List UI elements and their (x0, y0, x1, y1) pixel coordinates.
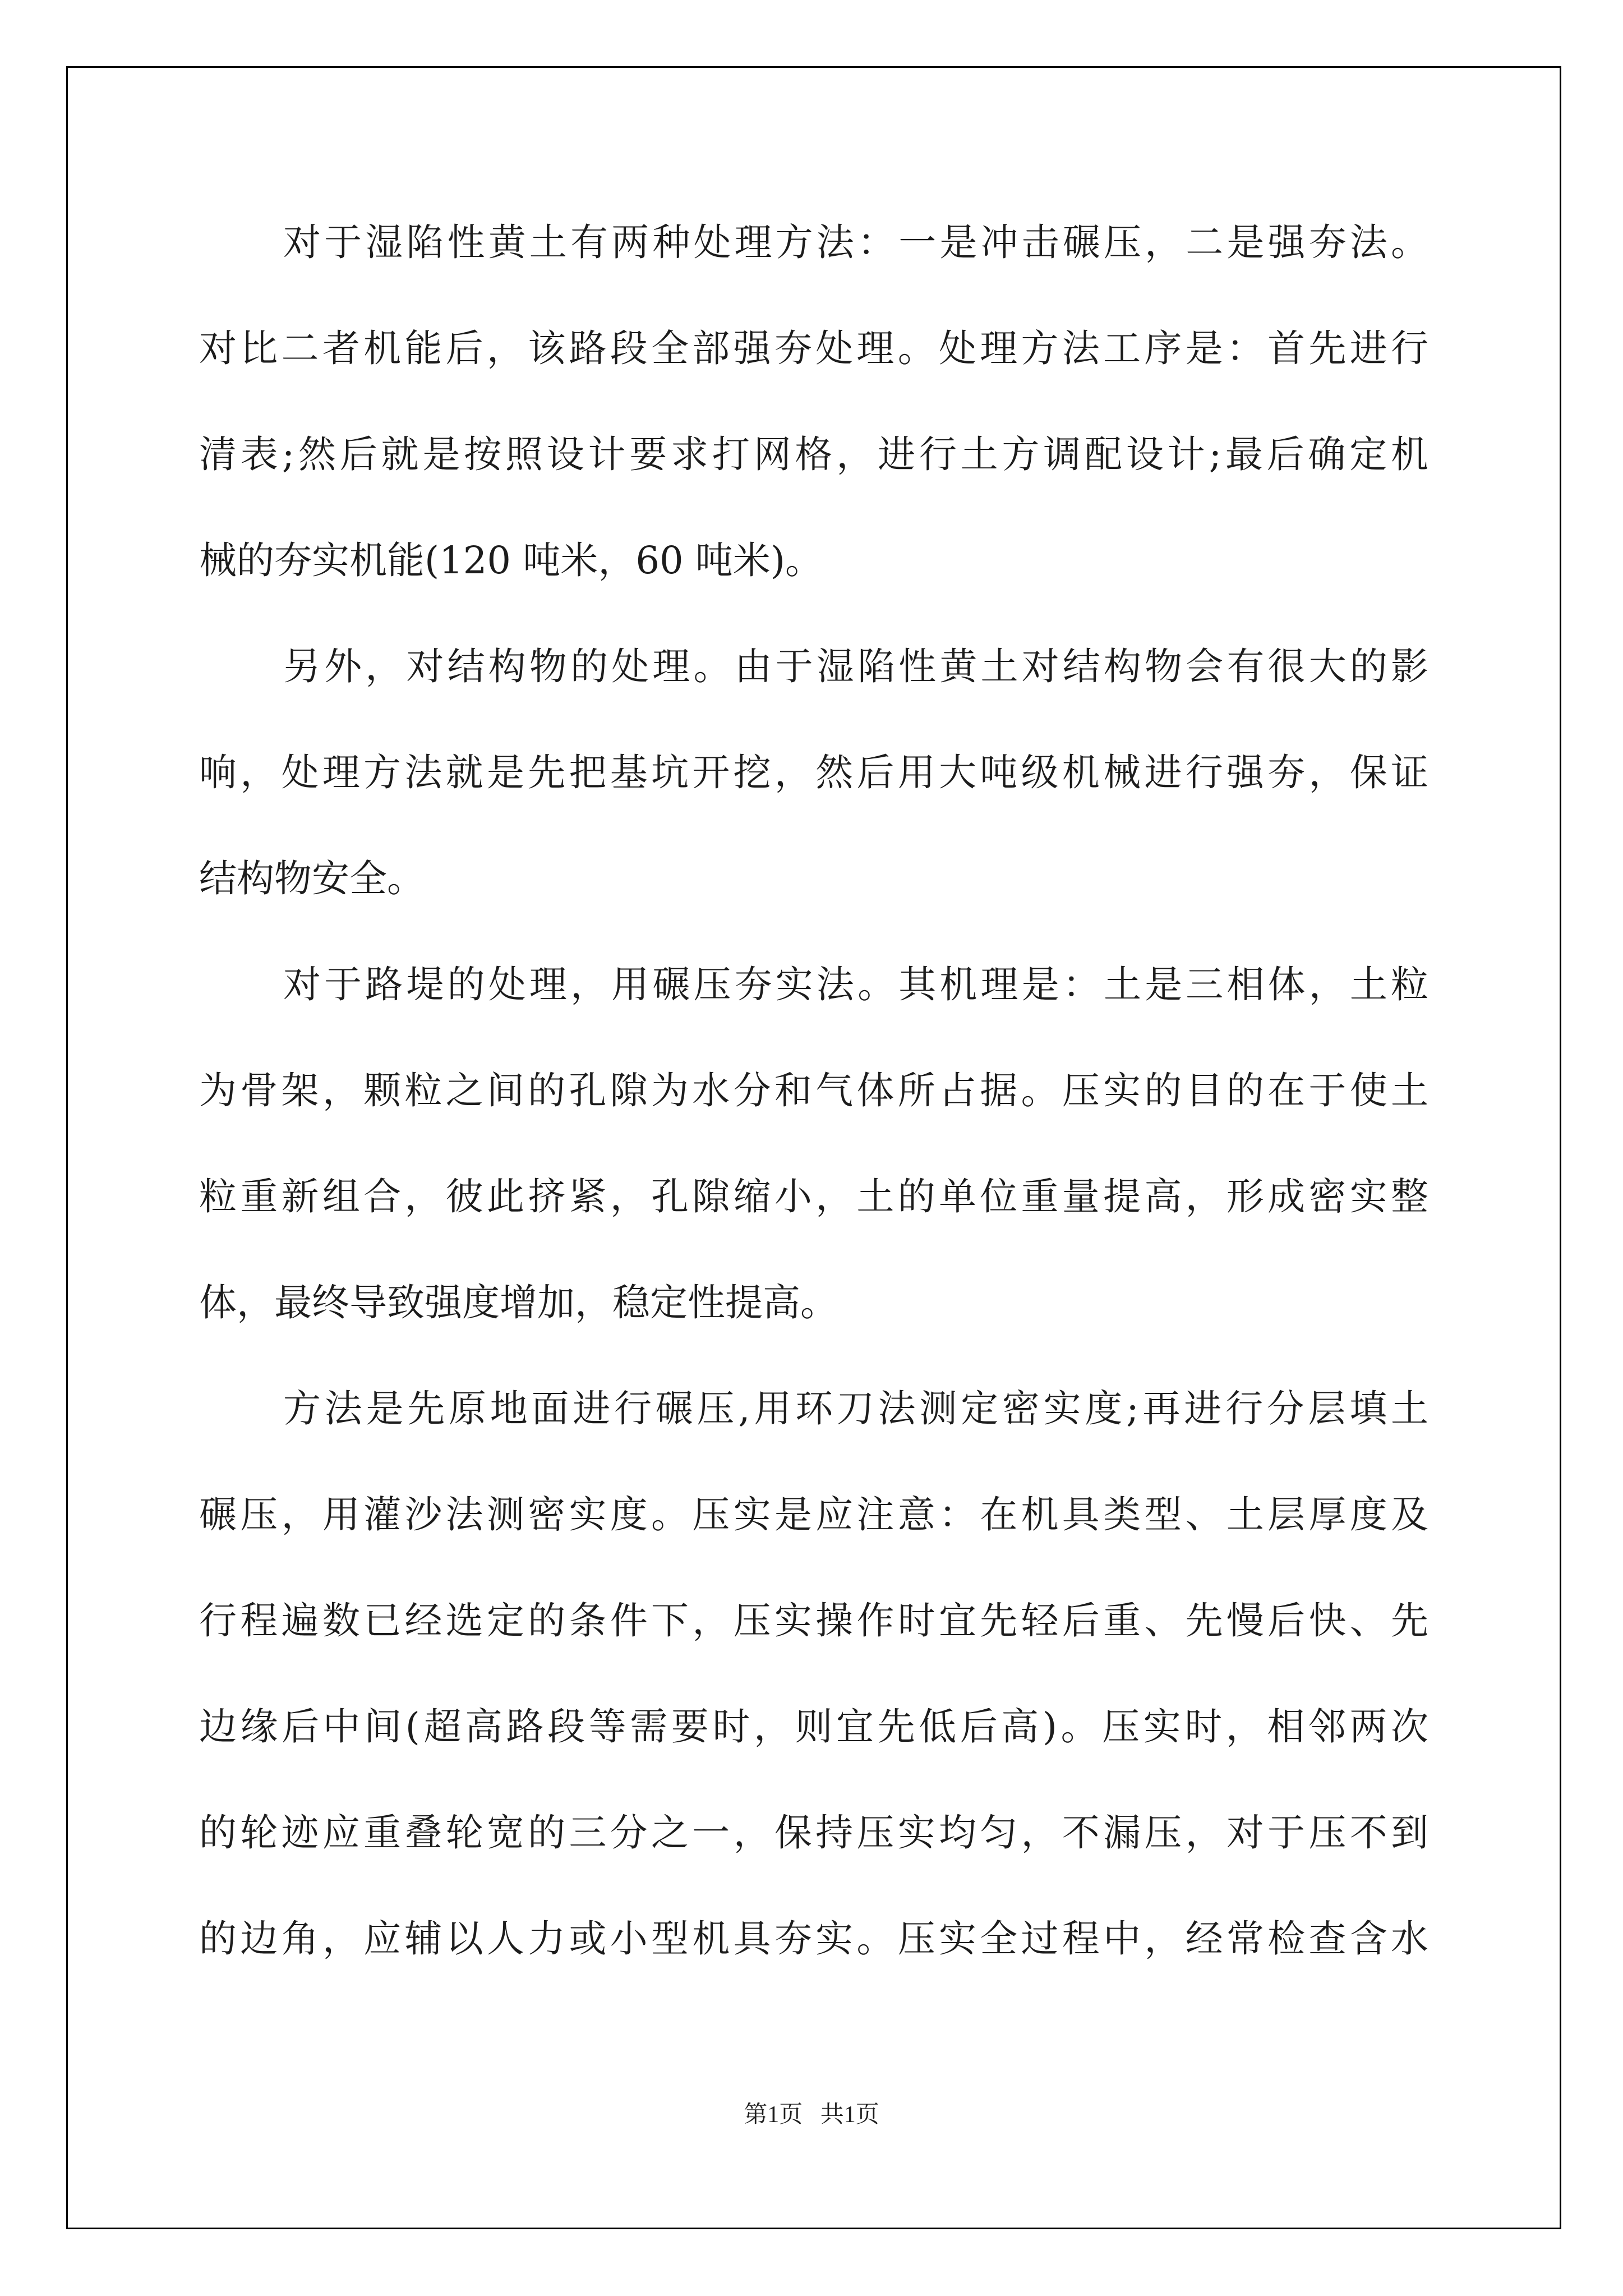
text-line: 的轮迹应重叠轮宽的三分之一，保持压实均匀，不漏压，对于压不到 (199, 1811, 1428, 1855)
text-line: 方法是先原地面进行碾压,用环刀法测定密实度;再进行分层填土 (283, 1387, 1428, 1430)
page-number: 第1页 共1页 (744, 2102, 879, 2128)
text-line: 响，处理方法就是先把基坑开挖，然后用大吨级机械进行强夯，保证 (199, 751, 1428, 794)
paragraph-3 (199, 932, 1428, 1356)
text-line: 的边角，应辅以人力或小型机具夯实。压实全过程中，经常检查含水 (199, 1917, 1428, 1961)
document-body (199, 190, 1428, 1992)
text-line: 清表;然后就是按照设计要求打网格，进行土方调配设计;最后确定机 (199, 432, 1428, 476)
text-line: 结构物安全。 (199, 857, 425, 900)
page-footer (0, 2098, 1623, 2132)
text-line: 行程遍数已经选定的条件下，压实操作时宜先轻后重、先慢后快、先 (199, 1599, 1428, 1642)
paragraph-1 (199, 190, 1428, 614)
text-line: 粒重新组合，彼此挤紧，孔隙缩小，土的单位重量提高，形成密实整 (199, 1175, 1428, 1218)
text-line: 碾压，用灌沙法测密实度。压实是应注意：在机具类型、土层厚度及 (199, 1493, 1428, 1536)
text-line: 对于湿陷性黄土有两种处理方法：一是冲击碾压，二是强夯法。 (283, 220, 1428, 264)
text-line: 边缘后中间(超高路段等需要时，则宜先低后高)。压实时，相邻两次 (199, 1705, 1428, 1749)
text-line: 械的夯实机能(120 吨米，60 吨米)。 (199, 539, 823, 582)
paragraph-2 (199, 614, 1428, 932)
paragraph-4 (199, 1356, 1428, 1992)
text-line: 为骨架，颗粒之间的孔隙为水分和气体所占据。压实的目的在于使土 (199, 1069, 1428, 1112)
text-line: 对比二者机能后，该路段全部强夯处理。处理方法工序是：首先进行 (199, 326, 1428, 370)
text-line: 对于路堤的处理，用碾压夯实法。其机理是：土是三相体，土粒 (283, 963, 1428, 1006)
text-line: 另外，对结构物的处理。由于湿陷性黄土对结构物会有很大的影 (283, 645, 1428, 688)
text-line: 体，最终导致强度增加，稳定性提高。 (199, 1281, 838, 1324)
